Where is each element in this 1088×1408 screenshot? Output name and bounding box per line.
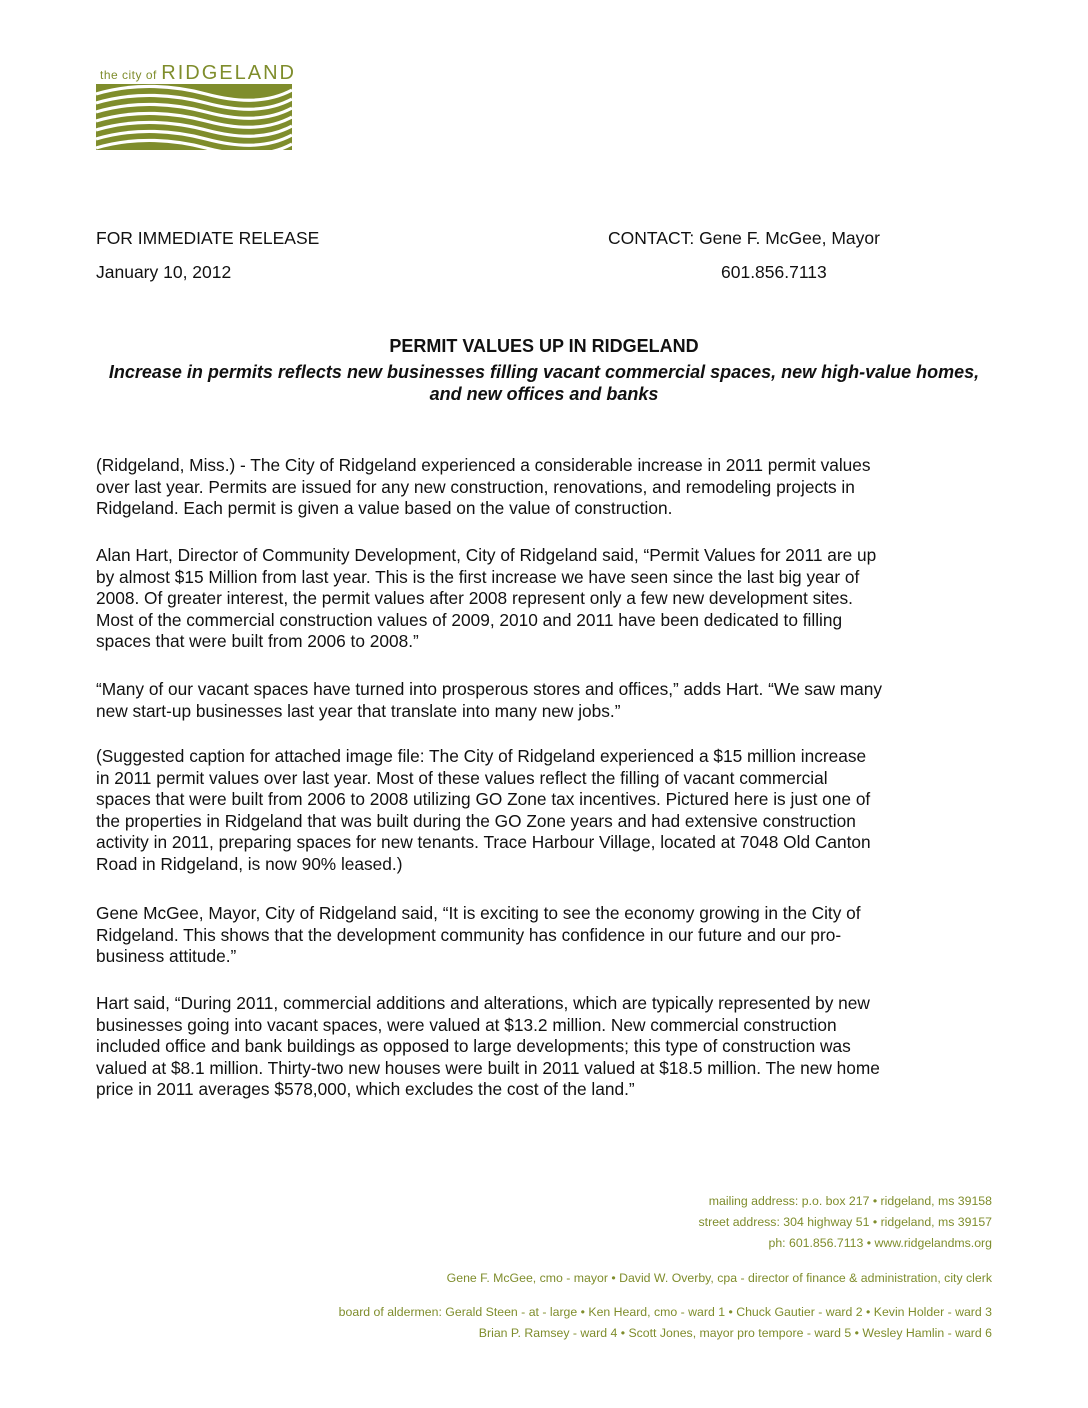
release-date: January 10, 2012 — [96, 262, 232, 282]
paragraph-line: businesses going into vacant spaces, were valued at $13.2 million. New commercial construction — [96, 1014, 837, 1035]
paragraph-line: valued at $8.1 million. Thirty-two new houses were built in 2011 valued at $18.5 million. The new home — [96, 1057, 880, 1078]
paragraph-line: activity in 2011, preparing spaces for new tenants. Trace Harbour Village, located at 7048 Old Canton — [96, 832, 871, 852]
paragraph-line: price in 2011 averages $578,000, which excludes the cost of the land.” — [96, 1079, 635, 1099]
press-title: PERMIT VALUES UP IN RIDGELAND — [389, 336, 699, 356]
paragraph-line: new start-up businesses last year that translate into many new jobs.” — [96, 700, 621, 721]
contact-phone: 601.856.7113 — [721, 262, 827, 282]
footer-board-line: board of aldermen: Gerald Steen - at - large • Ken Heard, cmo - ward 1 • Chuck Gautier - ward 2 • Kevin Holder - ward 3 — [338, 1305, 992, 1319]
press-subtitle-text: Increase in permits reflects new businesses filling vacant commercial spaces, new high-value homes, and new offices and banks — [108, 362, 980, 404]
logo-big-text: RIDGELAND — [161, 62, 296, 84]
paragraph-line: over last year. Permits are issued for any new construction, renovations, and remodeling projects in — [96, 476, 855, 497]
footer-phone-website: ph: 601.856.7113 • www.ridgelandms.org — [768, 1236, 992, 1250]
footer-officials: Gene F. McGee, cmo - mayor • David W. Overby, cpa - director of finance & administration, city clerk — [446, 1271, 992, 1285]
paragraph-line: Alan Hart, Director of Community Development, City of Ridgeland said, “Permit Values for 2011 are up — [96, 545, 877, 565]
paragraph-line: Hart said, “During 2011, commercial additions and alterations, which are typically represented by new — [96, 993, 870, 1013]
paragraph-line: the properties in Ridgeland that was built during the GO Zone years and had extensive construction — [96, 810, 856, 831]
paragraph-line: Ridgeland. Each permit is given a value based on the value of construction. — [96, 498, 673, 518]
paragraph-line: (Suggested caption for attached image file: The City of Ridgeland experienced a $15 million increase — [96, 746, 867, 766]
paragraph-line: business attitude.” — [96, 946, 237, 966]
paragraph-caption — [96, 746, 871, 875]
paragraph-line: in 2011 permit values over last year. Most of these values reflect the filling of vacant commercial — [96, 767, 828, 788]
footer-street-address: street address: 304 highway 51 • ridgeland, ms 39157 — [698, 1215, 992, 1229]
logo-small-text: the city of — [99, 68, 157, 82]
release-label: FOR IMMEDIATE RELEASE — [96, 228, 320, 248]
paragraph-line: spaces that were built from 2006 to 2008.” — [96, 631, 419, 651]
footer-board-line: Brian P. Ramsey - ward 4 • Scott Jones, mayor pro tempore - ward 5 • Wesley Hamlin - ward 6 — [478, 1326, 992, 1340]
paragraph-line: (Ridgeland, Miss.) - The City of Ridgeland experienced a considerable increase in 2011 permit values — [96, 455, 871, 475]
paragraph-values — [96, 993, 880, 1101]
paragraph-mayor-quote — [96, 903, 861, 968]
paragraph-intro — [96, 455, 871, 520]
footer-mailing-address: mailing address: p.o. box 217 • ridgeland, ms 39158 — [708, 1194, 992, 1208]
paragraph-line: Most of the commercial construction values of 2009, 2010 and 2011 have been dedicated to filling — [96, 609, 843, 630]
paragraph-line: Gene McGee, Mayor, City of Ridgeland said, “It is exciting to see the economy growing in the City of — [96, 903, 861, 923]
paragraph-hart-quote — [96, 545, 876, 653]
contact-line: CONTACT: Gene F. McGee, Mayor — [608, 228, 880, 248]
paragraph-line: 2008. Of greater interest, the permit values after 2008 represent only a few new development sites. — [96, 588, 853, 608]
footer-board — [339, 1302, 992, 1344]
paragraph-line: by almost $15 Million from last year. This is the first increase we have seen since the last big year of — [96, 566, 860, 587]
paragraph-line: included office and bank buildings as opposed to large developments; this type of construction was — [96, 1036, 851, 1056]
paragraph-vacant-spaces — [96, 679, 882, 722]
paragraph-line: “Many of our vacant spaces have turned into prosperous stores and offices,” adds Hart. “We saw many — [96, 679, 883, 699]
paragraph-line: Road in Ridgeland, is now 90% leased.) — [96, 853, 403, 874]
footer-addresses — [699, 1191, 992, 1254]
paragraph-line: spaces that were built from 2006 to 2008 utilizing GO Zone tax incentives. Pictured here is just one of — [96, 789, 871, 809]
paragraph-line: Ridgeland. This shows that the development community has confidence in our future and our pro- — [96, 924, 842, 945]
